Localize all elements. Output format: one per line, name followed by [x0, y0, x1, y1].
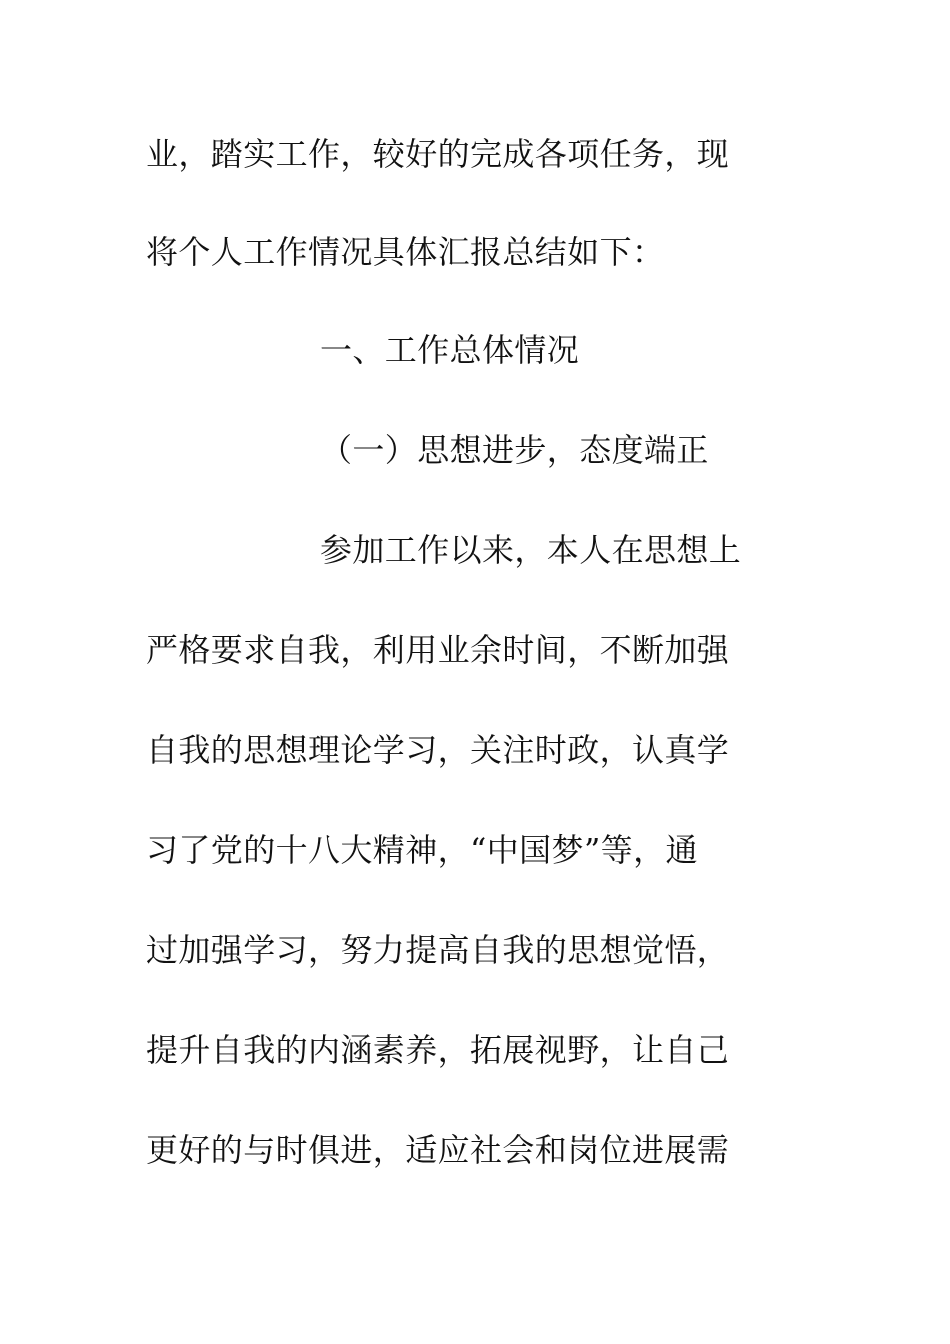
body-text-line: 将个人工作情况具体汇报总结如下： [146, 233, 665, 271]
body-text-line: 业，踏实工作，较好的完成各项任务，现 [146, 135, 730, 173]
section-heading: 一、工作总体情况 [320, 331, 580, 369]
body-text-line: 习了党的十八大精神，“中国梦”等，通 [146, 831, 698, 869]
body-text-line: 严格要求自我，利用业余时间，不断加强 [146, 631, 730, 669]
body-text-line: 自我的思想理论学习，关注时政，认真学 [146, 731, 730, 769]
body-text-line: 更好的与时俱进，适应社会和岗位进展需 [146, 1131, 730, 1169]
paragraph-first-line: 参加工作以来，本人在思想上 [320, 531, 742, 569]
subsection-heading: （一）思想进步，态度端正 [320, 431, 709, 469]
body-text-line: 过加强学习，努力提高自我的思想觉悟， [146, 931, 730, 969]
body-text-line: 提升自我的内涵素养，拓展视野，让自己 [146, 1031, 730, 1069]
